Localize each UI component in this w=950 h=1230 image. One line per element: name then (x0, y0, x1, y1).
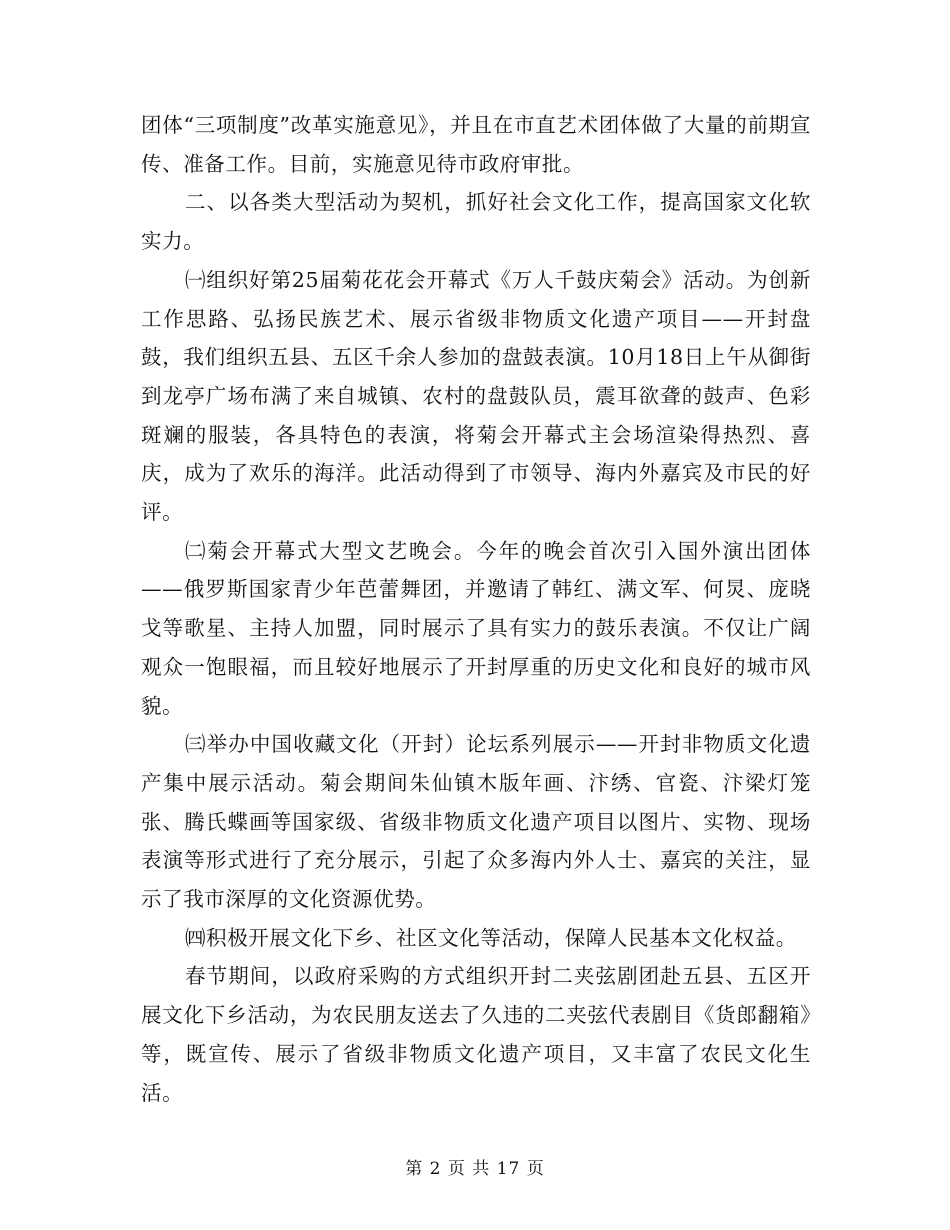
body-text (141, 106, 811, 1112)
page-number-label: 第 2 页 共 17 页 (405, 1159, 545, 1179)
paragraph-4: ㈡菊会开幕式大型文艺晚会。今年的晚会首次引入国外演出团体——俄罗斯国家青少年芭蕾舞团，并邀请了韩红、满文军、何炅、庞晓戈等歌星、主持人加盟，同时展示了具有实力的鼓乐表演。不仅让广阔观众一饱眼福，而且较好地展示了开封厚重的历史文化和良好的城市风貌。 (141, 538, 811, 718)
paragraph-5: ㈢举办中国收藏文化（开封）论坛系列展示——开封非物质文化遗产集中展示活动。菊会期间朱仙镇木版年画、汴绣、官瓷、汴梁灯笼张、腾氏蝶画等国家级、省级非物质文化遗产项目以图片、实物、现场表演等形式进行了充分展示，引起了众多海内外人士、嘉宾的关注，显示了我市深厚的文化资源优势。 (141, 732, 811, 912)
paragraph-6: ㈣积极开展文化下乡、社区文化等活动，保障人民基本文化权益。 (185, 925, 797, 950)
paragraph-1: 团体“三项制度”改革实施意见》，并且在市直艺术团体做了大量的前期宣传、准备工作。目前，实施意见待市政府审批。 (141, 113, 811, 176)
paragraph-2: 二、以各类大型活动为契机，抓好社会文化工作，提高国家文化软实力。 (141, 190, 811, 254)
paragraph-3: ㈠组织好第25届菊花花会开幕式《万人千鼓庆菊会》活动。为创新工作思路、弘扬民族艺术、展示省级非物质文化遗产项目——开封盘鼓，我们组织五县、五区千余人参加的盘鼓表演。10月18日上午从御街到龙亭广场布满了来自城镇、农村的盘鼓队员，震耳欲聋的鼓声、色彩斑斓的服装，各具特色的表演，将菊会开幕式主会场渲染得热烈、喜庆，成为了欢乐的海洋。此活动得到了市领导、海内外嘉宾及市民的好评。 (141, 267, 811, 525)
page-footer (0, 1154, 950, 1179)
paragraph-7: 春节期间，以政府采购的方式组织开封二夹弦剧团赴五县、五区开展文化下乡活动，为农民朋友送去了久违的二夹弦代表剧目《货郎翻箱》等，既宣传、展示了省级非物质文化遗产项目，又丰富了农民文化生活。 (141, 964, 811, 1105)
